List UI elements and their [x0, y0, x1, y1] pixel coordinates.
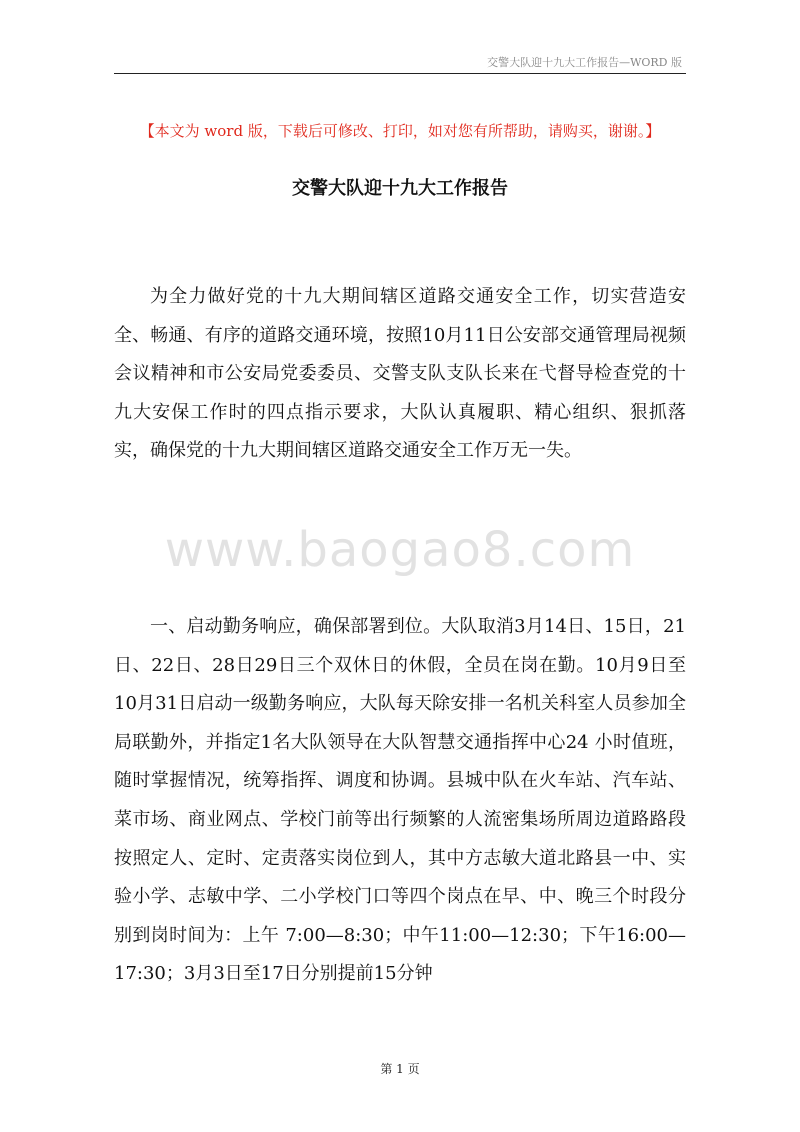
paragraph-section-1: 一、启动勤务响应，确保部署到位。大队取消3月14日、15日，21日、22日、28日29日三个双休日的休假，全员在岗在勤。10月9日至10月31日启动一级勤务响应，大队每天除安排一名机关科室人员参加全局联勤外，并指定1名大队领导在大队智慧交通指挥中心24 小时值班，随时掌握情况，统筹指挥、调度和协调。县城中队在火车站、汽车站、菜市场、商业网点、学校门前等出行频繁的人流密集场所周边道路路段按照定人、定时、定责落实岗位到人，其中方志敏大道北路县一中、实验小学、志敏中学、二小学校门口等四个岗点在早、中、晚三个时段分别到岗时间为：上午 7:00—8:30；中午11:00—12:30；下午16:00—17:30；3月3日至17日分别提前15分钟 [114, 616, 686, 985]
page-number: 第 1 页 [380, 1062, 420, 1076]
header-rule [114, 73, 686, 74]
watermark: www.baogao8.com [164, 522, 636, 578]
purchase-notice: 【本文为 word 版，下载后可修改、打印，如对您有所帮助，请购买，谢谢。】 [139, 122, 661, 140]
document-title: 交警大队迎十九大工作报告 [292, 178, 508, 199]
running-header: 交警大队迎十九大工作报告—WORD 版 [487, 56, 682, 69]
paragraph-intro: 为全力做好党的十九大期间辖区道路交通安全工作，切实营造安全、畅通、有序的道路交通环境，按照10月11日公安部交通管理局视频会议精神和市公安局党委委员、交警支队支队长来在弋督导检查党的十九大安保工作时的四点指示要求，大队认真履职、精心组织、狠抓落实，确保党的十九大期间辖区道路交通安全工作万无一失。 [114, 286, 686, 462]
